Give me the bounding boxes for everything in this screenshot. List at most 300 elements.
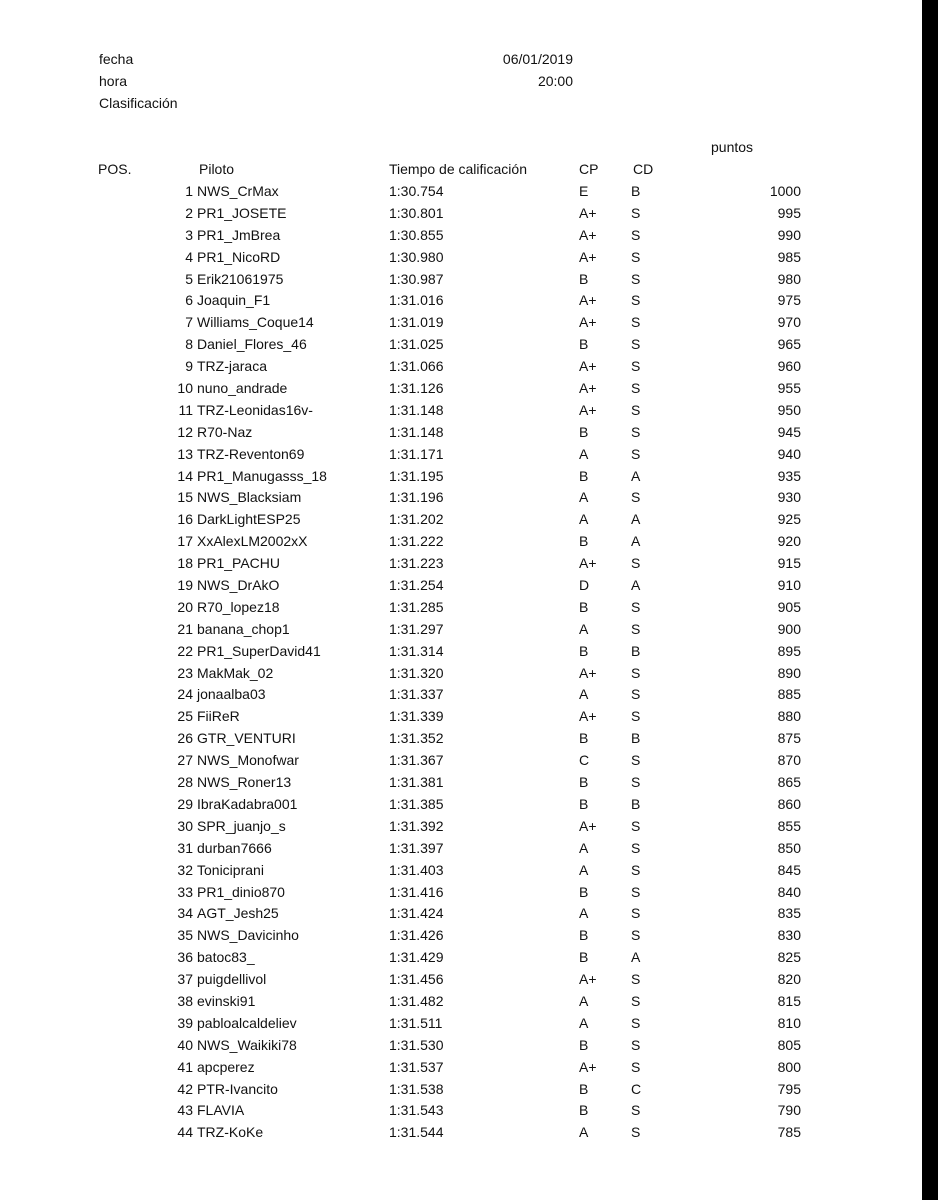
table-row <box>0 421 922 443</box>
row-puntos: 890 <box>777 664 801 681</box>
row-puntos: 920 <box>777 533 801 550</box>
row-cp: A+ <box>579 248 597 265</box>
row-cd: S <box>631 1058 641 1075</box>
row-puntos: 810 <box>777 1014 801 1031</box>
table-row <box>0 946 922 968</box>
row-cp: A+ <box>579 708 597 725</box>
table-row <box>0 924 922 946</box>
row-position: 18 <box>177 555 193 572</box>
row-cd: S <box>631 708 641 725</box>
row-position: 5 <box>185 270 193 287</box>
row-cp: B <box>579 927 589 944</box>
row-tiempo: 1:31.019 <box>389 314 444 331</box>
row-cd: S <box>631 905 641 922</box>
row-position: 41 <box>177 1058 193 1075</box>
row-puntos: 870 <box>777 752 801 769</box>
row-puntos: 825 <box>777 949 801 966</box>
column-header-pos: POS. <box>98 161 132 177</box>
table-row <box>0 202 922 224</box>
table-row <box>0 1012 922 1034</box>
row-tiempo: 1:31.352 <box>389 730 444 747</box>
row-puntos: 795 <box>777 1080 801 1097</box>
table-row <box>0 1034 922 1056</box>
row-position: 19 <box>177 577 193 594</box>
row-piloto: Toniciprani <box>197 861 264 878</box>
row-piloto: jonaalba03 <box>197 686 266 703</box>
row-tiempo: 1:31.385 <box>389 795 444 812</box>
row-puntos: 875 <box>777 730 801 747</box>
table-row <box>0 355 922 377</box>
row-cp: A <box>579 861 589 878</box>
row-cp: A+ <box>579 314 597 331</box>
row-piloto: DarkLightESP25 <box>197 511 301 528</box>
table-row <box>0 508 922 530</box>
row-cp: B <box>579 1036 589 1053</box>
table-row <box>0 749 922 771</box>
row-tiempo: 1:31.320 <box>389 664 444 681</box>
row-cd: S <box>631 380 641 397</box>
row-piloto: PR1_Manugasss_18 <box>197 467 327 484</box>
row-piloto: XxAlexLM2002xX <box>197 533 308 550</box>
row-cd: S <box>631 270 641 287</box>
row-tiempo: 1:31.297 <box>389 620 444 637</box>
table-row <box>0 443 922 465</box>
row-tiempo: 1:31.456 <box>389 971 444 988</box>
row-cd: S <box>631 423 641 440</box>
row-piloto: SPR_juanjo_s <box>197 817 286 834</box>
row-position: 4 <box>185 248 193 265</box>
row-piloto: TRZ-KoKe <box>197 1124 264 1141</box>
row-cd: S <box>631 1036 641 1053</box>
row-cp: A <box>579 992 589 1009</box>
table-row <box>0 640 922 662</box>
row-puntos: 895 <box>777 642 801 659</box>
row-cp: A+ <box>579 817 597 834</box>
row-cp: A+ <box>579 358 597 375</box>
row-position: 36 <box>177 949 193 966</box>
row-puntos: 900 <box>777 620 801 637</box>
row-cd: S <box>631 358 641 375</box>
row-tiempo: 1:31.202 <box>389 511 444 528</box>
row-tiempo: 1:31.367 <box>389 752 444 769</box>
row-cp: A+ <box>579 1058 597 1075</box>
row-puntos: 910 <box>777 577 801 594</box>
row-tiempo: 1:31.126 <box>389 380 444 397</box>
row-piloto: Williams_Coque14 <box>197 314 314 331</box>
row-tiempo: 1:31.148 <box>389 401 444 418</box>
row-piloto: FiiReR <box>197 708 240 725</box>
row-puntos: 975 <box>777 292 801 309</box>
row-position: 17 <box>177 533 193 550</box>
row-cp: B <box>579 467 589 484</box>
row-tiempo: 1:31.543 <box>389 1102 444 1119</box>
row-position: 7 <box>185 314 193 331</box>
row-cp: B <box>579 1102 589 1119</box>
row-cp: C <box>579 752 590 769</box>
table-row <box>0 881 922 903</box>
row-puntos: 820 <box>777 971 801 988</box>
row-piloto: Erik21061975 <box>197 270 284 287</box>
row-cp: B <box>579 1080 589 1097</box>
row-tiempo: 1:31.538 <box>389 1080 444 1097</box>
row-tiempo: 1:31.416 <box>389 883 444 900</box>
row-puntos: 860 <box>777 795 801 812</box>
row-cd: S <box>631 861 641 878</box>
row-cp: A <box>579 489 589 506</box>
row-position: 23 <box>177 664 193 681</box>
row-cp: A+ <box>579 971 597 988</box>
row-puntos: 855 <box>777 817 801 834</box>
row-position: 8 <box>185 336 193 353</box>
table-row <box>0 180 922 202</box>
column-header-puntos: puntos <box>711 139 754 155</box>
row-tiempo: 1:31.511 <box>389 1014 443 1031</box>
table-row <box>0 530 922 552</box>
row-piloto: GTR_VENTURI <box>197 730 296 747</box>
row-position: 40 <box>177 1036 193 1053</box>
table-row <box>0 465 922 487</box>
row-position: 29 <box>177 795 193 812</box>
table-row <box>0 902 922 924</box>
fecha-label: fecha <box>99 51 134 67</box>
row-position: 2 <box>185 204 193 221</box>
table-row <box>0 968 922 990</box>
row-tiempo: 1:31.397 <box>389 839 444 856</box>
row-cd: S <box>631 752 641 769</box>
table-row <box>0 333 922 355</box>
fecha-value: 06/01/2019 <box>502 51 573 67</box>
row-position: 6 <box>185 292 193 309</box>
table-row <box>0 705 922 727</box>
row-cp: A <box>579 839 589 856</box>
row-puntos: 880 <box>777 708 801 725</box>
row-puntos: 930 <box>777 489 801 506</box>
row-piloto: MakMak_02 <box>197 664 274 681</box>
row-piloto: TRZ-jaraca <box>197 358 268 375</box>
row-position: 35 <box>177 927 193 944</box>
row-cd: S <box>631 204 641 221</box>
table-row <box>0 399 922 421</box>
row-cd: S <box>631 248 641 265</box>
row-position: 9 <box>185 358 193 375</box>
row-piloto: batoc83_ <box>197 949 255 966</box>
table-row <box>0 224 922 246</box>
row-piloto: puigdellivol <box>197 971 267 988</box>
row-cd: S <box>631 992 641 1009</box>
row-tiempo: 1:31.537 <box>389 1058 444 1075</box>
row-tiempo: 1:31.530 <box>389 1036 444 1053</box>
table-row <box>0 596 922 618</box>
row-cd: A <box>631 533 641 550</box>
hora-value: 20:00 <box>537 73 573 89</box>
row-puntos: 830 <box>777 927 801 944</box>
row-puntos: 990 <box>777 226 801 243</box>
table-row <box>0 377 922 399</box>
row-puntos: 865 <box>777 774 801 791</box>
row-cd: S <box>631 598 641 615</box>
row-position: 26 <box>177 730 193 747</box>
row-cp: B <box>579 270 589 287</box>
row-position: 22 <box>177 642 193 659</box>
row-piloto: pabloalcaldeliev <box>197 1014 297 1031</box>
row-cd: S <box>631 226 641 243</box>
row-cp: B <box>579 795 589 812</box>
row-position: 25 <box>177 708 193 725</box>
row-puntos: 845 <box>777 861 801 878</box>
row-puntos: 790 <box>777 1102 801 1119</box>
row-puntos: 955 <box>777 380 801 397</box>
row-cd: S <box>631 1124 641 1141</box>
table-row <box>0 683 922 705</box>
row-tiempo: 1:31.254 <box>389 577 444 594</box>
row-puntos: 800 <box>777 1058 801 1075</box>
table-row <box>0 574 922 596</box>
row-cp: B <box>579 533 589 550</box>
table-row <box>0 1121 922 1143</box>
row-puntos: 970 <box>777 314 801 331</box>
row-tiempo: 1:30.754 <box>389 183 444 199</box>
row-tiempo: 1:31.392 <box>389 817 444 834</box>
row-tiempo: 1:31.381 <box>389 774 444 791</box>
row-piloto: IbraKadabra001 <box>197 795 298 812</box>
table-row <box>0 815 922 837</box>
row-cp: A+ <box>579 204 597 221</box>
row-piloto: PR1_PACHU <box>197 555 280 572</box>
row-position: 30 <box>177 817 193 834</box>
row-cd: S <box>631 292 641 309</box>
row-position: 3 <box>185 226 193 243</box>
row-cd: S <box>631 927 641 944</box>
row-cd: B <box>631 183 641 199</box>
column-header-tiempo: Tiempo de calificación <box>389 161 527 177</box>
row-puntos: 815 <box>777 992 801 1009</box>
row-cp: E <box>579 183 589 199</box>
row-piloto: AGT_Jesh25 <box>197 905 279 922</box>
row-puntos: 995 <box>777 204 801 221</box>
row-tiempo: 1:30.801 <box>389 204 444 221</box>
row-tiempo: 1:31.066 <box>389 358 444 375</box>
row-position: 16 <box>177 511 193 528</box>
row-tiempo: 1:31.337 <box>389 686 444 703</box>
table-row <box>0 1099 922 1121</box>
row-position: 34 <box>177 905 193 922</box>
table-row <box>0 618 922 640</box>
row-tiempo: 1:31.424 <box>389 905 444 922</box>
row-puntos: 965 <box>777 336 801 353</box>
row-position: 15 <box>177 489 193 506</box>
row-cd: A <box>631 949 641 966</box>
row-cd: S <box>631 774 641 791</box>
row-puntos: 980 <box>777 270 801 287</box>
row-cp: B <box>579 598 589 615</box>
table-row <box>0 311 922 333</box>
row-piloto: R70-Naz <box>197 423 253 440</box>
row-cp: A <box>579 511 589 528</box>
row-cd: S <box>631 839 641 856</box>
row-tiempo: 1:31.222 <box>389 533 444 550</box>
row-cd: C <box>631 1080 642 1097</box>
row-cp: A+ <box>579 292 597 309</box>
row-cp: B <box>579 730 589 747</box>
row-cd: S <box>631 817 641 834</box>
row-piloto: TRZ-Reventon69 <box>197 445 305 462</box>
row-position: 11 <box>178 401 193 418</box>
row-cd: A <box>631 511 641 528</box>
row-position: 27 <box>177 752 193 769</box>
row-tiempo: 1:31.195 <box>389 467 444 484</box>
row-puntos: 935 <box>777 467 801 484</box>
row-cd: S <box>631 686 641 703</box>
row-cd: S <box>631 664 641 681</box>
row-tiempo: 1:31.482 <box>389 992 444 1009</box>
row-tiempo: 1:31.148 <box>389 423 444 440</box>
row-cp: A+ <box>579 664 597 681</box>
row-tiempo: 1:31.403 <box>389 861 444 878</box>
results-table <box>0 180 922 1143</box>
row-position: 12 <box>177 423 193 440</box>
row-cp: A <box>579 445 589 462</box>
row-tiempo: 1:31.339 <box>389 708 444 725</box>
row-puntos: 960 <box>777 358 801 375</box>
row-cd: A <box>631 577 641 594</box>
row-piloto: NWS_DrAkO <box>197 577 280 594</box>
row-piloto: durban7666 <box>197 839 272 856</box>
row-tiempo: 1:31.171 <box>389 445 444 462</box>
row-piloto: banana_chop1 <box>197 620 290 637</box>
row-puntos: 905 <box>777 598 801 615</box>
row-cp: B <box>579 949 589 966</box>
table-row <box>0 793 922 815</box>
row-position: 32 <box>177 861 193 878</box>
row-puntos: 915 <box>777 555 801 572</box>
row-tiempo: 1:31.285 <box>389 598 444 615</box>
row-piloto: NWS_Roner13 <box>197 774 292 791</box>
row-cp: A+ <box>579 555 597 572</box>
row-puntos: 885 <box>777 686 801 703</box>
row-puntos: 945 <box>777 423 801 440</box>
row-puntos: 840 <box>777 883 801 900</box>
row-cp: A+ <box>579 401 597 418</box>
row-piloto: TRZ-Leonidas16v- <box>197 401 313 418</box>
table-row <box>0 246 922 268</box>
row-tiempo: 1:31.196 <box>389 489 444 506</box>
row-piloto: Daniel_Flores_46 <box>197 336 307 353</box>
row-cp: A+ <box>579 226 597 243</box>
row-cd: S <box>631 401 641 418</box>
row-position: 39 <box>177 1014 193 1031</box>
table-row <box>0 486 922 508</box>
row-tiempo: 1:31.223 <box>389 555 444 572</box>
row-position: 31 <box>177 839 193 856</box>
row-cd: S <box>631 1014 641 1031</box>
row-tiempo: 1:31.544 <box>389 1124 444 1141</box>
table-row <box>0 771 922 793</box>
row-puntos: 950 <box>777 401 801 418</box>
row-cd: S <box>631 489 641 506</box>
row-cd: S <box>631 620 641 637</box>
row-piloto: PR1_JmBrea <box>197 226 281 243</box>
table-row <box>0 662 922 684</box>
row-piloto: NWS_Waikiki78 <box>197 1036 297 1053</box>
row-piloto: NWS_Monofwar <box>197 752 299 769</box>
row-puntos: 835 <box>777 905 801 922</box>
row-piloto: PTR-Ivancito <box>197 1080 278 1097</box>
row-cd: S <box>631 336 641 353</box>
row-cd: S <box>631 314 641 331</box>
column-header-piloto: Piloto <box>199 161 235 177</box>
row-cp: B <box>579 883 589 900</box>
row-tiempo: 1:31.025 <box>389 336 444 353</box>
row-cp: A <box>579 905 589 922</box>
row-position: 10 <box>177 380 193 397</box>
row-position: 13 <box>177 445 193 462</box>
row-piloto: nuno_andrade <box>197 380 288 397</box>
row-position: 38 <box>177 992 193 1009</box>
row-cd: B <box>631 642 641 659</box>
row-tiempo: 1:31.314 <box>389 642 444 659</box>
table-row <box>0 727 922 749</box>
row-piloto: PR1_JOSETE <box>197 204 287 221</box>
row-cp: A <box>579 1014 589 1031</box>
row-position: 42 <box>177 1080 193 1097</box>
row-puntos: 850 <box>777 839 801 856</box>
row-cd: S <box>631 883 641 900</box>
row-cd: S <box>631 555 641 572</box>
row-position: 43 <box>177 1102 193 1119</box>
table-row <box>0 990 922 1012</box>
row-position: 37 <box>177 971 193 988</box>
row-position: 20 <box>177 598 193 615</box>
table-row <box>0 837 922 859</box>
row-cp: A+ <box>579 380 597 397</box>
row-piloto: NWS_Blacksiam <box>197 489 302 506</box>
table-row <box>0 1056 922 1078</box>
row-piloto: PR1_NicoRD <box>197 248 281 265</box>
row-cp: A <box>579 1124 589 1141</box>
row-cd: S <box>631 971 641 988</box>
row-position: 21 <box>177 620 193 637</box>
row-cp: A <box>579 686 589 703</box>
table-row <box>0 859 922 881</box>
row-piloto: Joaquin_F1 <box>197 292 271 309</box>
row-cp: B <box>579 642 589 659</box>
row-cp: A <box>579 620 589 637</box>
row-puntos: 925 <box>777 511 801 528</box>
row-puntos: 940 <box>777 445 801 462</box>
row-piloto: PR1_dinio870 <box>197 883 285 900</box>
row-piloto: PR1_SuperDavid41 <box>197 642 321 659</box>
column-header-cp: CP <box>579 161 599 177</box>
row-piloto: FLAVIA <box>197 1102 245 1119</box>
row-piloto: NWS_CrMax <box>197 183 279 199</box>
hora-label: hora <box>99 73 128 89</box>
clasificacion-label: Clasificación <box>99 95 178 111</box>
row-position: 28 <box>177 774 193 791</box>
row-puntos: 805 <box>777 1036 801 1053</box>
column-header-cd: CD <box>633 161 654 177</box>
row-tiempo: 1:30.855 <box>389 226 444 243</box>
row-cd: B <box>631 795 641 812</box>
row-tiempo: 1:30.987 <box>389 270 444 287</box>
row-position: 1 <box>185 183 193 199</box>
table-row <box>0 552 922 574</box>
row-piloto: apcperez <box>197 1058 255 1075</box>
row-position: 24 <box>177 686 193 703</box>
row-position: 14 <box>177 467 193 484</box>
row-cp: B <box>579 774 589 791</box>
row-tiempo: 1:31.426 <box>389 927 444 944</box>
row-tiempo: 1:31.016 <box>389 292 444 309</box>
